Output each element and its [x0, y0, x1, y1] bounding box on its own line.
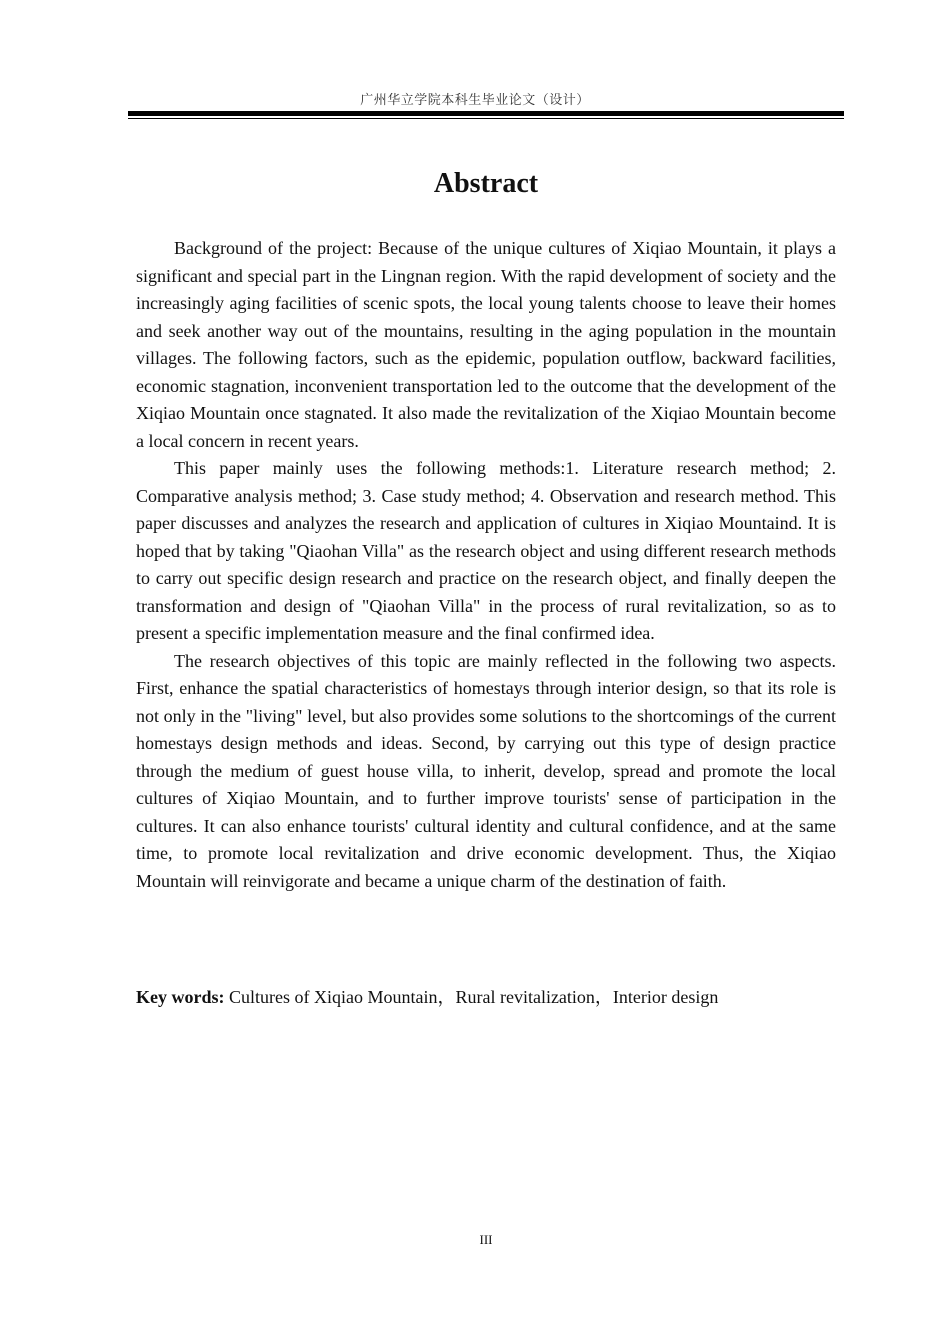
header-rule-thick	[128, 111, 844, 116]
abstract-paragraph-background: Background of the project: Because of the unique cultures of Xiqiao Mountain, it plays a significant and special part in the Lingnan region. With the rapid development of society and the increasingly aging facilities of scenic spots, the local young talents choose to leave their homes and seek another way out of the mountains, resulting in the aging population in the mountain villages. The following factors, such as the epidemic, population outflow, backward facilities, economic stagnation, inconvenient transportation led to the outcome that the development of the Xiqiao Mountain once stagnated. It also made the revitalization of the Xiqiao Mountain become a local concern in recent years.	[136, 238, 836, 451]
running-header: 广州华立学院本科生毕业论文（设计）	[360, 93, 590, 108]
header-rule-thin	[128, 118, 844, 119]
abstract-paragraph-objectives: The research objectives of this topic are mainly reflected in the following two aspects. First, enhance the spatial characteristics of homestays through interior design, so that its role is not only in the "living" level, but also provides some solutions to the shortcomings of the current homestays design methods and ideas. Second, by carrying out this type of design practice through the medium of guest house villa, to inherit, develop, spread and promote the local cultures of Xiqiao Mountain, and to further improve tourists' sense of participation in the cultures. It can also enhance tourists' cultural identity and cultural confidence, and at the same time, to promote local revitalization and drive economic development. Thus, the Xiqiao Mountain will reinvigorate and became a unique charm of the destination of faith.	[136, 650, 836, 891]
abstract-body	[136, 235, 836, 895]
keywords-label: Key words:	[136, 987, 225, 1007]
abstract-paragraph-methods: This paper mainly uses the following methods:1. Literature research method; 2. Comparative analysis method; 3. Case study method; 4. Observation and research method. This paper discusses and analyzes the research and application of cultures in Xiqiao Mountaind. It is hoped that by taking "Qiaohan Villa" as the research object and using different research methods to carry out specific design research and practice on the research object, and finally deepen the transformation and design of "Qiaohan Villa" in the process of rural revitalization, so as to present a specific implementation measure and the final confirmed idea.	[136, 458, 836, 643]
abstract-heading: Abstract	[433, 168, 539, 199]
page-number: III	[479, 1232, 493, 1247]
keywords-line	[136, 984, 836, 1011]
keywords-text: Cultures of Xiqiao Mountain，Rural revitalization，Interior design	[224, 987, 719, 1007]
